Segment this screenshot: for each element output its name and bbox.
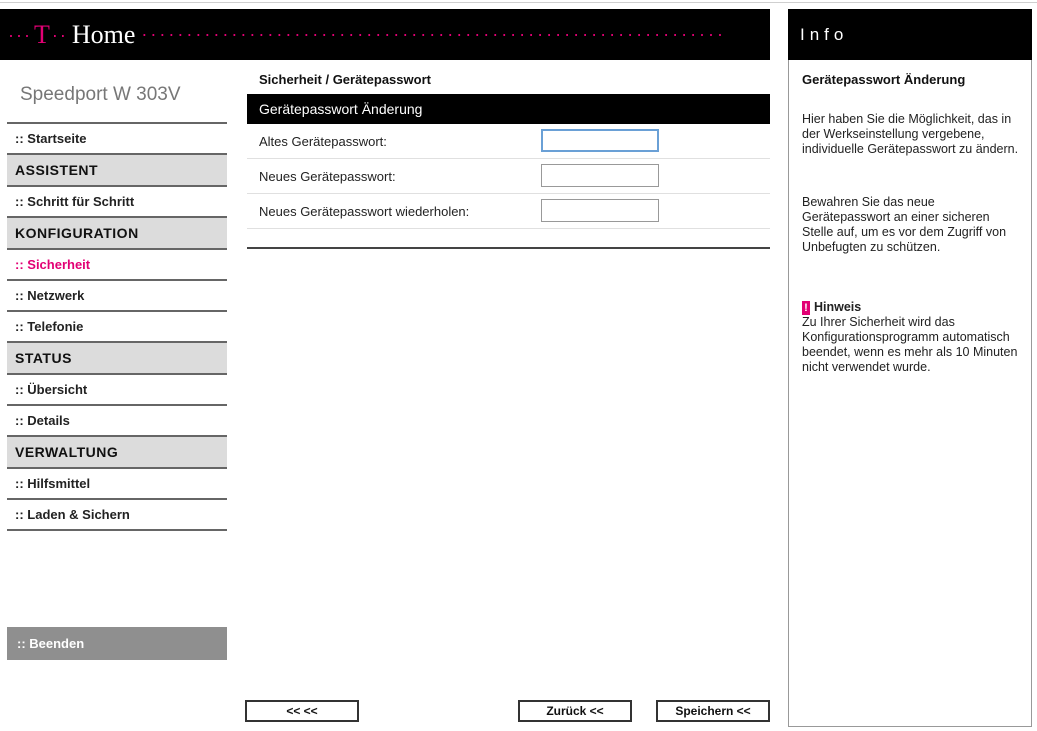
- sidebar-section-verwaltung: VERWALTUNG: [7, 437, 227, 469]
- logo-dots-left: ···: [8, 24, 32, 45]
- logo-dots-right: ·································································: [141, 24, 727, 44]
- sidebar-item-netzwerk[interactable]: :: Netzwerk: [7, 281, 227, 312]
- hint-text: Zu Ihrer Sicherheit wird das Konfigurationsprogramm automatisch beendet, wenn es mehr als 10 Minuten nicht verwendet wurde.: [802, 315, 1018, 374]
- repeat-password-label: Neues Gerätepasswort wiederholen:: [259, 204, 470, 219]
- sidebar-section-assistent: ASSISTENT: [7, 155, 227, 187]
- section-title: Gerätepasswort Änderung: [247, 94, 770, 124]
- sidebar-section-status: STATUS: [7, 343, 227, 375]
- form-divider: [247, 247, 770, 249]
- sidebar-item-laden-sichern[interactable]: :: Laden & Sichern: [7, 500, 227, 531]
- info-pane: [788, 60, 1032, 727]
- t-logo-icon: T: [33, 19, 50, 49]
- sidebar: [7, 72, 227, 531]
- sidebar-item-schritt-fuer-schritt[interactable]: :: Schritt für Schritt: [7, 187, 227, 218]
- device-name: Speedport W 303V: [20, 84, 181, 105]
- sidebar-section-konfiguration: KONFIGURATION: [7, 218, 227, 250]
- sidebar-item-startseite[interactable]: :: Startseite: [7, 122, 227, 155]
- repeat-password-input[interactable]: [541, 199, 659, 222]
- form-row-repeat-password: [247, 194, 770, 229]
- old-password-input[interactable]: [541, 129, 659, 152]
- info-title: Gerätepasswort Änderung: [802, 72, 966, 87]
- sidebar-item-uebersicht[interactable]: :: Übersicht: [7, 375, 227, 406]
- hint-title: Hinweis: [814, 300, 862, 314]
- info-header-label: Info: [800, 25, 849, 44]
- top-rule: [0, 2, 1037, 3]
- warning-icon: !: [802, 301, 810, 315]
- info-paragraph-1: Hier haben Sie die Möglichkeit, das in der Werkseinstellung vergebene, individuelle Gerätepasswort zu ändern.: [802, 112, 1019, 156]
- sidebar-item-details[interactable]: :: Details: [7, 406, 227, 437]
- header-bar: [0, 9, 770, 60]
- info-header: [788, 9, 1032, 60]
- new-password-label: Neues Gerätepasswort:: [259, 169, 396, 184]
- main-content: [247, 72, 770, 249]
- t-home-logo: [8, 9, 768, 60]
- breadcrumb: Sicherheit / Gerätepasswort: [259, 72, 431, 87]
- logo-dots-mid: ··: [51, 24, 68, 45]
- beenden-button[interactable]: :: Beenden: [7, 627, 227, 660]
- sidebar-item-hilfsmittel[interactable]: :: Hilfsmittel: [7, 469, 227, 500]
- back-button[interactable]: Zurück <<: [518, 700, 632, 722]
- sidebar-item-sicherheit[interactable]: :: Sicherheit: [7, 250, 227, 281]
- form-row-new-password: [247, 159, 770, 194]
- old-password-label: Altes Gerätepasswort:: [259, 134, 387, 149]
- save-button[interactable]: Speichern <<: [656, 700, 770, 722]
- sidebar-item-telefonie[interactable]: :: Telefonie: [7, 312, 227, 343]
- info-paragraph-2: Bewahren Sie das neue Gerätepasswort an einer sicheren Stelle auf, um es vor dem Zugriff von Unbefugten zu schützen.: [802, 195, 1007, 254]
- nav-back-forward-button[interactable]: << <<: [245, 700, 359, 722]
- header-title: Home: [71, 19, 136, 49]
- form-row-old-password: [247, 124, 770, 159]
- hint-header: [802, 300, 1022, 315]
- info-hint: [802, 300, 1022, 375]
- new-password-input[interactable]: [541, 164, 659, 187]
